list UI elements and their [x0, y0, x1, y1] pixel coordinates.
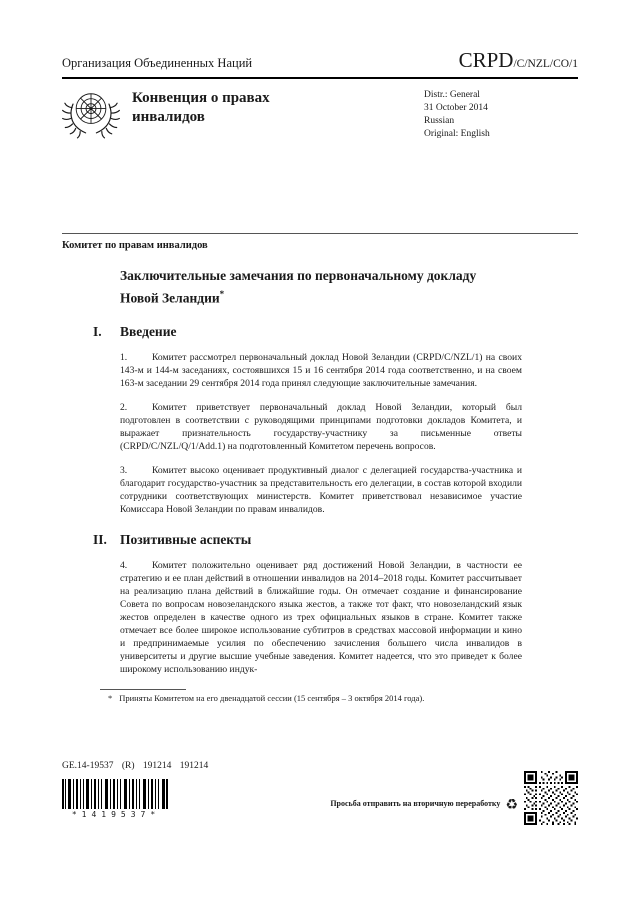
section-heading [93, 531, 522, 548]
footnote-rule [100, 689, 186, 690]
main-text-column [93, 267, 522, 703]
section-heading [93, 323, 522, 340]
footnote-marker: * [108, 692, 113, 703]
section-number: II. [93, 531, 107, 547]
paragraph [120, 351, 522, 390]
recycle-text: Просьба отправить на вторичную переработку [330, 799, 501, 808]
paragraph [120, 464, 522, 516]
un-emblem-icon [62, 87, 120, 141]
paragraph-number: 2. [120, 401, 128, 413]
section-number: I. [93, 323, 102, 339]
section-introduction [93, 323, 522, 516]
paragraph-text: Комитет приветствует первоначальный доклад Новой Зеландии, который был подготовлен в соответствии с руководящими принципами подготовки докладов Комитета, и выражает признательность государству-участнику за письменные ответы (CRPD/C/NZL/Q/1/Add.1) на подготовленный Комитетом перечень вопросов. [120, 401, 522, 452]
recycle-notice [330, 797, 518, 813]
ge-document-number: GE.14-19537 (R) 191214 191214 [62, 761, 209, 771]
paragraph-number: 4. [120, 559, 128, 571]
paragraph-text: Комитет рассмотрел первоначальный доклад Новой Зеландии (CRPD/C/NZL/1) на своих 143-м и 144-м заседаниях, состоявшихся 15 и 16 сентября 2014 года соответственно, и на своем 163-м заседании 29 сентября 2014 года принял следующие заключительные замечания. [120, 351, 522, 389]
document-title [120, 267, 490, 308]
footnote-block [100, 689, 522, 703]
section-divider [62, 233, 578, 234]
header-main [62, 87, 578, 141]
barcode-block [62, 779, 170, 819]
distr-line: Distr.: General [424, 90, 480, 100]
title-footnote-marker: * [219, 289, 225, 299]
document-title-text: Заключительные замечания по первоначальному докладу Новой Зеландии [120, 268, 477, 306]
recycle-icon: ♻ [505, 797, 518, 813]
section-heading-label: Введение [120, 323, 177, 339]
distr-date: 31 October 2014 [424, 103, 488, 113]
doc-symbol-main: CRPD [458, 48, 514, 72]
paragraph [120, 559, 522, 676]
footnote [100, 693, 522, 703]
committee-heading: Комитет по правам инвалидов [62, 240, 208, 251]
paragraph-text: Комитет положительно оценивает ряд достижений Новой Зеландии, в частности ее стратегию и ее план действий в отношении инвалидов на 2014–2018 годы. Комитет рассчитывает на реализацию плана действий в ближайшие годы. Он отмечает создание и финансирование Совета по вопросам новозеландского языка жестов, а также тот факт, что новозеландский язык жестов определен в качестве одного из трех официальных языков в стране. Комитет также отмечает все более широкое использование субтитров в средствах массовой информации и кино и предпринимаемые усилия по обеспечению зачисления большего числа инвалидов в университеты и другие высшие учебные заведения. Комитет надеется, что это приведет к более широкому использованию индук- [120, 559, 522, 675]
section-heading-label: Позитивные аспекты [120, 531, 252, 547]
paragraph-number: 3. [120, 464, 128, 476]
footnote-text: Приняты Комитетом на его двенадцатой сессии (15 сентября – 3 октября 2014 года). [119, 692, 425, 703]
section-positive-aspects [93, 531, 522, 676]
paragraph-text: Комитет высоко оценивает продуктивный диалог с делегацией государства-участника и благодарит государство-участник за представительность его делегации, в состав которой входили сотрудники соответствующих министерств. Комитет приветствовал независимое участие Комиссара Новой Зеландии по правам инвалидов. [120, 464, 522, 515]
convention-title: Конвенция о правах инвалидов [132, 90, 270, 125]
distribution-block [424, 87, 578, 141]
header [62, 48, 578, 79]
distr-language: Russian [424, 116, 455, 126]
barcode-icon [62, 779, 168, 809]
qr-code-icon [524, 771, 578, 825]
paragraph-number: 1. [120, 351, 128, 363]
header-gap [62, 141, 578, 233]
doc-symbol [459, 48, 578, 73]
paragraph [120, 401, 522, 453]
distr-original: Original: English [424, 129, 490, 139]
barcode-text: *1419537* [71, 810, 161, 819]
doc-symbol-suffix: /C/NZL/CO/1 [513, 58, 578, 70]
org-name: Организация Объединенных Наций [62, 56, 253, 70]
